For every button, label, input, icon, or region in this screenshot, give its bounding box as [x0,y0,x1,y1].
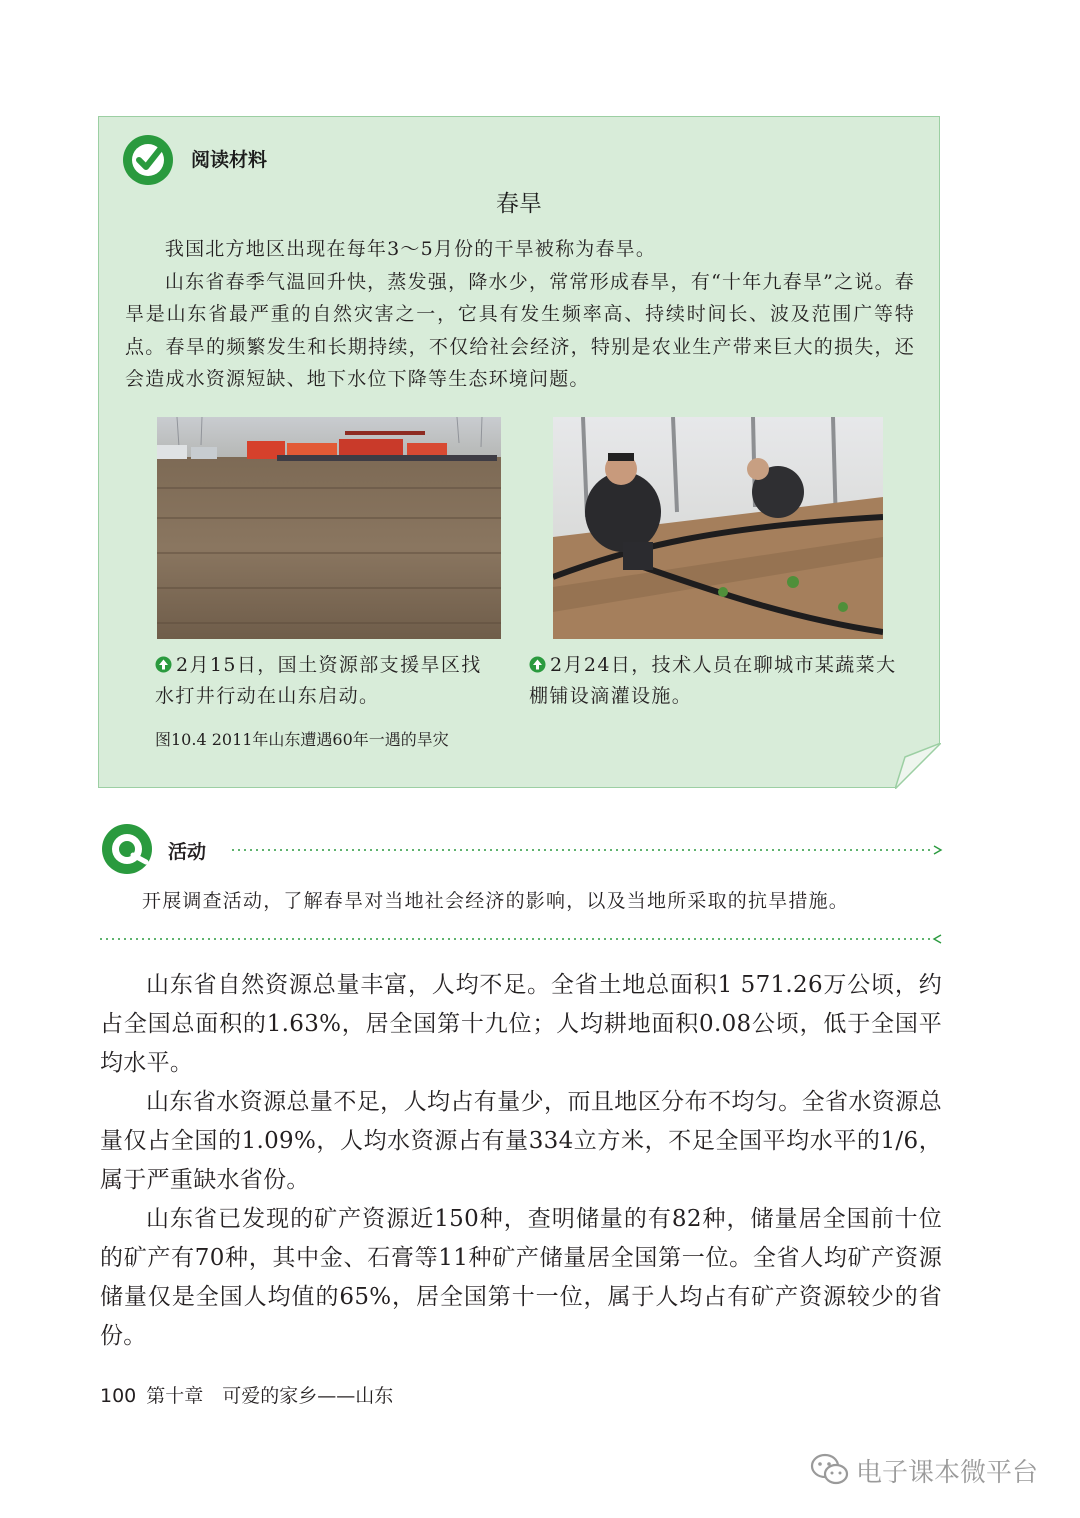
page-number: 100 [100,1385,137,1407]
watermark [810,1450,1038,1490]
body-paragraph: 山东省已发现的矿产资源近150种，查明储量的有82种，储量居全国前十位的矿产有70种，其中金、石膏等11种矿产储量居全国第一位。全省人均矿产资源储量仅是全国人均值的65%，居全国第十一位，属于人均占有矿产资源较少的省份。 [100,1206,942,1349]
reading-title: 春旱 [496,191,542,217]
dotted-divider [100,932,944,946]
reading-material-icon [121,133,175,187]
arrow-up-circle-icon [529,656,546,673]
activity-text: 开展调查活动，了解春旱对当地社会经济的影响，以及当地所采取的抗旱措施。 [142,890,850,912]
reading-paragraph: 我国北方地区出现在每年3～5月份的干旱被称为春旱。 [164,238,657,260]
caption-1-text: 2月15日，国土资源部支援旱区找水打井行动在山东启动。 [155,654,482,707]
figure-label: 图10.4 2011年山东遭遇60年一遇的旱灾 [155,730,449,749]
reading-paragraphs [125,233,915,396]
arrow-up-circle-icon [155,656,172,673]
page-fold-corner [895,743,941,789]
main-body-text [100,966,942,1356]
caption-2-text: 2月24日，技术人员在聊城市某蔬菜大棚铺设滴灌设施。 [529,654,897,707]
watermark-text: 电子课本微平台 [856,1457,1039,1488]
page-footer [100,1381,393,1408]
greenhouse-irrigation-photo [553,417,883,639]
body-paragraph: 山东省水资源总量不足，人均占有量少，而且地区分布不均匀。全省水资源总量仅占全国的1.09%，人均水资源占有量334立方米，不足全国平均水平的1/6，属于严重缺水省份。 [100,1089,942,1193]
drought-field-photo [157,417,501,639]
reading-paragraph: 山东省春季气温回升快，蒸发强，降水少，常常形成春旱，有“十年九春旱”之说。春旱是山东省最严重的自然灾害之一，它具有发生频率高、持续时间长、波及范围广等特点。春旱的频繁发生和长期持续，不仅给社会经济，特别是农业生产带来巨大的损失，还会造成水资源短缺、地下水位下降等生态环境问题。 [125,270,915,390]
photo-caption-2 [529,650,909,712]
activity-icon [100,822,154,876]
reading-material-label: 阅读材料 [191,149,268,171]
wechat-icon [810,1453,850,1487]
activity-label: 活动 [168,841,207,863]
body-paragraph: 山东省自然资源总量丰富，人均不足。全省土地总面积1 571.26万公顷，约占全国总面积的1.63%，居全国第十九位；人均耕地面积0.08公顷，低于全国平均水平。 [100,972,942,1076]
dotted-divider [232,843,944,857]
photo-caption-1 [155,650,495,712]
reading-material-box [98,116,940,788]
chapter-title: 第十章 可爱的家乡——山东 [146,1385,394,1407]
